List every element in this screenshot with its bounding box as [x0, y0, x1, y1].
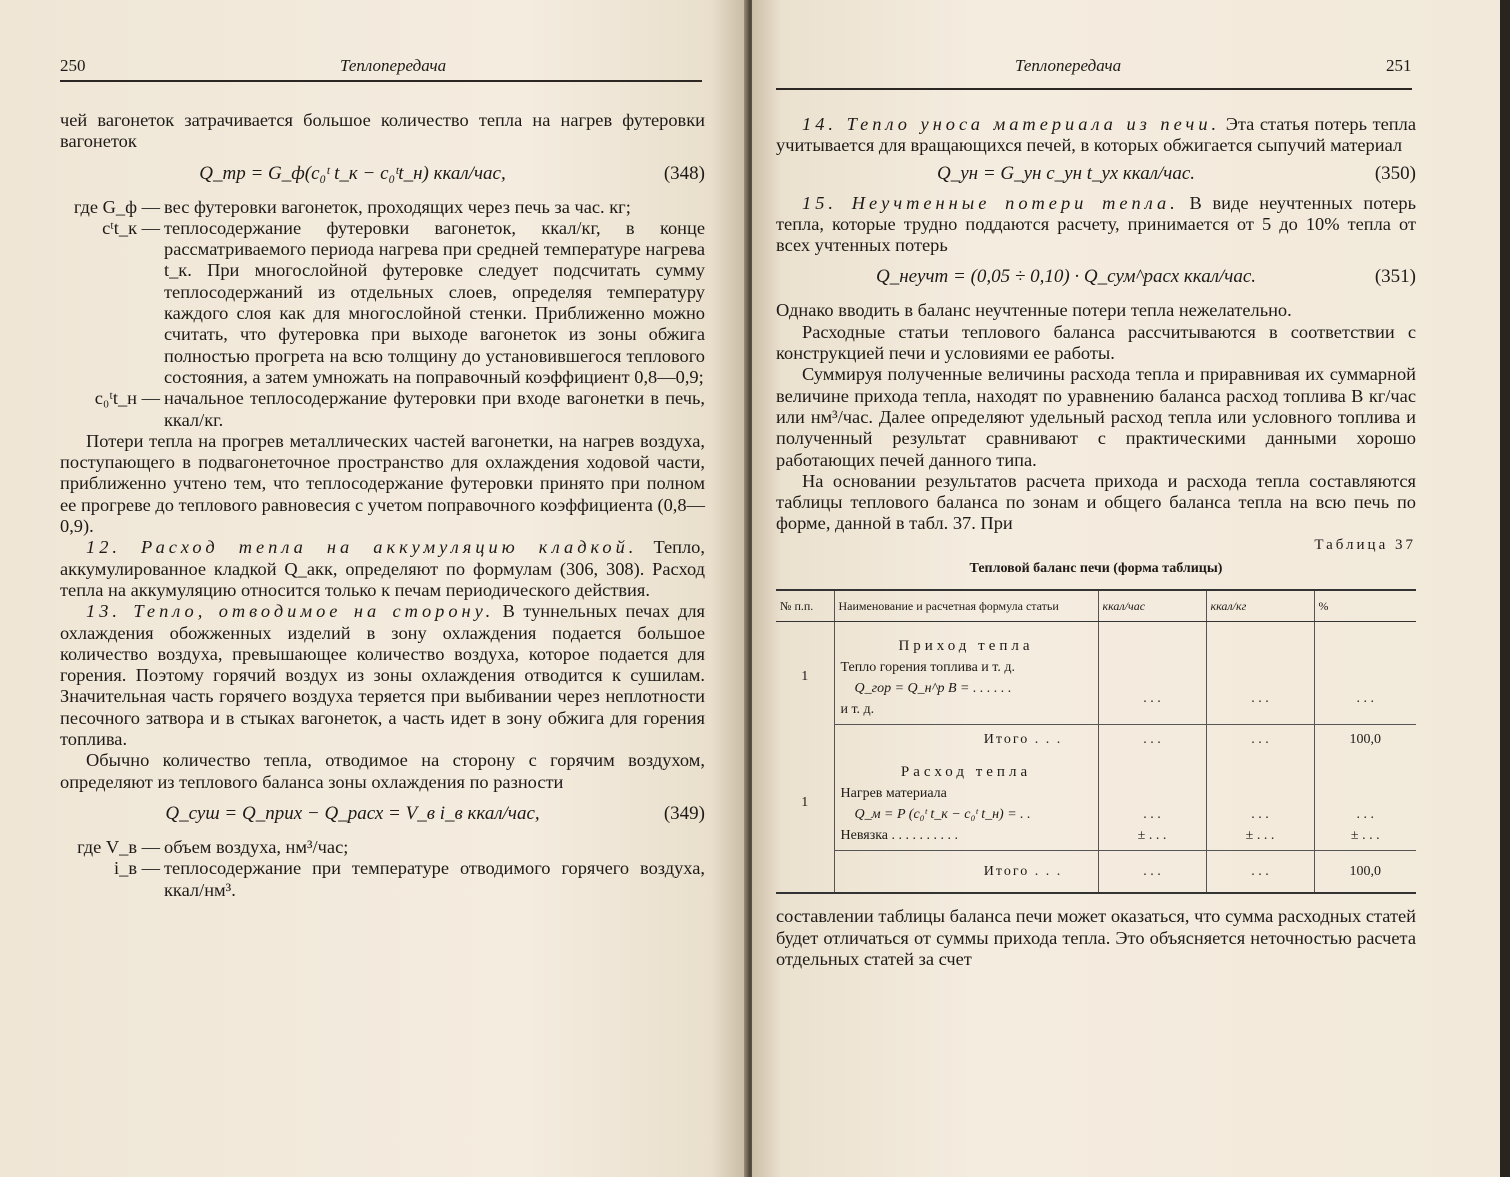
section-title: 13. Тепло, отводимое на сторону. [86, 601, 495, 622]
table-header: % [1314, 590, 1416, 622]
definition [60, 197, 705, 218]
income-formula: Q_гор = Q_н^р B = . . . . . . [854, 681, 1012, 697]
paragraph: Обычно количество тепла, отводимое на сторону с горячим воздухом, определяют из теплового баланса зоны охлаждения по разности [60, 750, 705, 792]
table-caption: Тепловой баланс печи (форма таблицы) [969, 561, 1223, 577]
definition-text: теплосодержание футеровки вагонеток, ккал/кг, в конце рассматриваемого периода нагрева при средней температуре нагрева t_к. При многослойной футеровке следует подсчитать сумму теплосодержаний из отдельных слоев, определяя температуру каждого слоя как для многослойной стенки. Приближенно можно считать, что футеровка при выходе вагонеток из зоны обжига полностью прогрета на всю толщину до установившегося теплового состояния, а затем умножать на поправочный коэффициент 0,8—0,9; [164, 217, 705, 387]
table-cell: 1 [801, 795, 809, 811]
table-cell [1098, 754, 1206, 851]
definition-symbol: где V_в — [77, 836, 160, 857]
total-label: Итого . . . [834, 725, 1098, 755]
paragraph [776, 193, 1416, 257]
formula: Q_суш = Q_прих − Q_расх = V_в i_в ккал/час, [165, 802, 540, 824]
definition-text: начальное теплосодержание футеровки при входе вагонетки в печь, ккал/кг. [164, 388, 705, 430]
paragraph: чей вагонеток затрачивается большое количество тепла на нагрев футеровки вагонеток [60, 110, 705, 152]
table-cell: . . . [1098, 725, 1206, 755]
definition-text: вес футеровки вагонеток, проходящих через печь за час. кг; [164, 196, 631, 217]
definition-symbol: где G_ф — [73, 196, 160, 217]
paragraph [776, 114, 1416, 157]
definition-text: теплосодержание при температуре отводимого горячего воздуха, ккал/нм³. [164, 858, 705, 900]
paragraph: На основании результатов расчета прихода и расхода тепла составляются таблицы теплового баланса по зонам и общего баланса тепла на всю печь по форме, данной в табл. 37. При [776, 470, 1416, 534]
formula-number: (349) [663, 802, 705, 824]
formula: Q_ун = G_ун c_ун t_ух ккал/час. [936, 162, 1196, 184]
table-cell [834, 754, 1098, 851]
table-cell: . . . [1098, 851, 1206, 894]
right-text [776, 114, 1416, 970]
table-cell [834, 622, 1098, 725]
table-header: ккал/час [1098, 590, 1206, 622]
paragraph: составлении таблицы баланса печи может оказаться, что сумма расходных статей будет отличаться от суммы прихода тепла. Это объясняется неточностью расчета отдельных статей за счет [776, 906, 1416, 969]
cell-value: . . . [1251, 807, 1269, 823]
table-header: № п.п. [776, 590, 834, 622]
table-row [776, 754, 1416, 851]
cell-value: ± . . . [1137, 828, 1167, 844]
formula: Q_тр = G_ф(c₀ᵗ t_к − c₀ᵗt_н) ккал/час, [199, 162, 506, 184]
table-row [776, 851, 1416, 894]
table-cell: . . . [1098, 622, 1206, 725]
table-cell: 100,0 [1314, 725, 1416, 755]
heat-balance-table [776, 589, 1416, 894]
left-page [0, 0, 748, 1177]
table-cell: 100,0 [1314, 851, 1416, 894]
income-row: и т. д. [840, 702, 875, 718]
paragraph: Суммируя полученные величины расхода тепла и приравнивая их суммарной величине прихода тепла, находят по уравнению баланса расход топлива B кг/час или нм³/час. Далее определяют удельный расход тепла или условного топлива и полученный результат сравнивают с практическими данными хорошо работающих печей данного типа. [776, 364, 1416, 470]
page-number: 251 [1386, 56, 1412, 75]
expense-title: Расход тепла [900, 764, 1032, 781]
paragraph: Расходные статьи теплового баланса рассчитываются в соответствии с конструкцией печи и условиями ее работы. [776, 321, 1416, 364]
formula: Q_неучт = (0,05 ÷ 0,10) · Q_сум^расх ккал/час. [875, 266, 1257, 288]
formula-number: (350) [1374, 162, 1416, 184]
header-rule [776, 88, 1412, 90]
table-label: Таблица 37 [1314, 536, 1416, 553]
section-text: В туннельных печах для охлаждения обожженных изделий в зону охлаждения подается большое количество воздуха, превышающее количество воздуха, которое подается для горения. Поэтому горячий воздух из зоны охлаждения отводится к сушилам. Значительная часть горячего воздуха теряется при выбивании через неплотности песочного затвора и в стыках вагонеток, а часть идет в зону обжига для горения топлива. [60, 601, 705, 750]
table-cell [1314, 754, 1416, 851]
paragraph [60, 601, 705, 750]
table-cell [1206, 754, 1314, 851]
cell-value: . . . [1356, 807, 1374, 823]
definition [60, 858, 705, 901]
table-cell: 1 [801, 669, 809, 685]
header-rule [60, 80, 702, 82]
table-cell: . . . [1206, 851, 1314, 894]
section-title: 14. Тепло уноса материала из печи. [802, 114, 1221, 134]
table-cell: . . . [1314, 622, 1416, 725]
table-header: Наименование и расчетная формула статьи [834, 590, 1098, 622]
table-header: ккал/кг [1206, 590, 1314, 622]
formula-number: (351) [1374, 266, 1416, 288]
table-row [776, 622, 1416, 725]
table-cell: . . . [1206, 725, 1314, 755]
expense-formula: Q_м = P (c₀ᵗ t_к − c₀ᵗ t_н) = . . [854, 807, 1031, 823]
left-text [60, 110, 705, 901]
definition [60, 388, 705, 431]
definition [60, 218, 705, 388]
formula-349 [60, 793, 705, 837]
formula-350 [776, 157, 1416, 193]
definition [60, 837, 705, 858]
running-header: Теплопередача [1015, 56, 1122, 75]
formula-351 [776, 256, 1416, 300]
income-row: Тепло горения топлива и т. д. [840, 660, 1015, 676]
section-text: Тепло, аккумулированное кладкой Q_акк, определяют по формулам (306, 308). Расход тепла на аккумуляцию относится только к печам периодического действия. [60, 537, 705, 600]
section-text: В виде неучтенных потерь тепла, которые трудно поддаются расчету, принимается от 5 до 10% тепла от всех учтенных потерь [776, 192, 1416, 256]
running-header: Теплопередача [340, 56, 447, 75]
section-title: 15. Неучтенные потери тепла. [802, 192, 1179, 213]
table-header-row [776, 590, 1416, 622]
formula-348 [60, 153, 705, 197]
right-page [752, 0, 1500, 1177]
cell-value: ± . . . [1350, 828, 1380, 844]
paragraph: Потери тепла на прогрев металлических частей вагонетки, на нагрев воздуха, поступающего в подвагонеточное пространство для охлаждения ходовой части, приближенно учтено тем, что теплосодержание футеровки принято при полном ее прогреве до теплового равновесия с учетом поправочного коэффициента (0,8—0,9). [60, 430, 705, 537]
table-row [776, 725, 1416, 755]
definition-symbol: c₀ᵗt_н — [94, 388, 160, 409]
paragraph [60, 537, 705, 601]
paragraph: Однако вводить в баланс неучтенные потери тепла нежелательно. [776, 300, 1292, 321]
page-number: 250 [60, 56, 86, 75]
income-title: Приход тепла [898, 638, 1034, 655]
definition-symbol: i_в — [114, 858, 160, 879]
cell-value: . . . [1143, 807, 1161, 823]
section-title: 12. Расход тепла на аккумуляцию кладкой. [86, 537, 638, 558]
right-edge [1500, 0, 1510, 1177]
table-cell: . . . [1206, 622, 1314, 725]
expense-row: Нагрев материала [840, 786, 947, 802]
table-cell [776, 851, 834, 894]
section-text: Эта статья потерь тепла учитывается для вращающихся печей, в которых обжигается сыпучий материал [776, 114, 1416, 156]
formula-number: (348) [663, 162, 705, 184]
table-cell [776, 725, 834, 755]
cell-value: ± . . . [1245, 828, 1275, 844]
definition-text: объем воздуха, нм³/час; [164, 836, 349, 857]
expense-row: Невязка . . . . . . . . . . [840, 828, 959, 844]
total-label: Итого . . . [834, 851, 1098, 894]
definition-symbol: cᵗt_к — [102, 217, 160, 238]
